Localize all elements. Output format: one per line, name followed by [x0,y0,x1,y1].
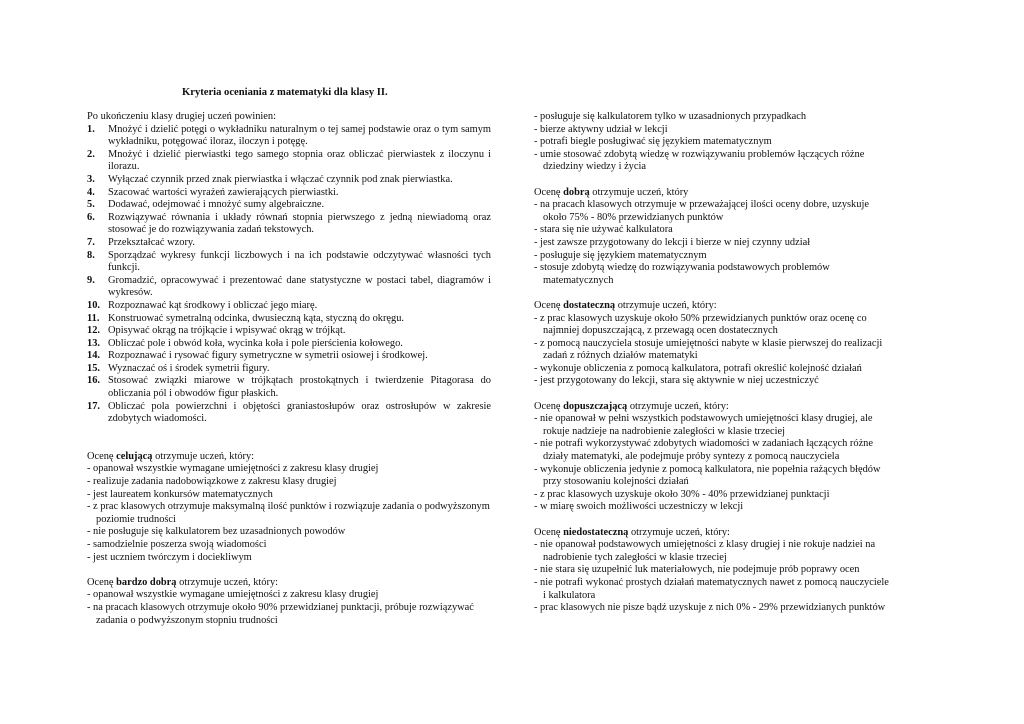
criteria-list-dobra [534,199,894,287]
intro-text: Po ukończeniu klasy drugiej uczeń powinien: [87,111,277,122]
list-item: - na pracach klasowych otrzymuje około 90% przewidzianej punktacji, próbuje rozwiązywać zadania o podwyższonym stopniu trudności [87,601,474,626]
list-item: - nie potrafi wykorzystywać zdobytych wiadomości w zadaniach łączących różne działy matematyki, ale podejmuje próby syntezy z pomocą nauczyciela [534,438,873,463]
item-text: Opisywać okrąg na trójkącie i wpisywać okrąg w trójkąt. [108,325,346,337]
list-item: - na pracach klasowych otrzymuje w przeważającej ilości oceny dobre, uzyskuje około 75% - 80% przewidzianych punktów [534,199,869,223]
item-text: Stosować związki miarowe w trójkątach prostokątnych i twierdzenie Pitagorasa do obliczania pól i obwodów figur płaskich. [108,375,491,400]
item-number: 13. [87,337,100,349]
list-item [87,300,491,313]
list-item: - wykonuje obliczenia z pomocą kalkulatora, potrafi określić kolejność działań [534,362,862,374]
grade-suffix: otrzymuje uczeń, który [589,186,689,198]
item-number: 11. [87,312,100,324]
grade-prefix: Ocenę [534,526,564,538]
grade-prefix: Ocenę [534,400,564,412]
item-text: Rozpoznawać i rysować figury symetryczne w symetrii osiowej i środkowej. [108,350,428,362]
list-item: - potrafi biegle posługiwać się językiem matematycznym [534,136,772,148]
spacer [534,287,894,300]
criteria-list-bardzo-dobra-continued [534,111,894,174]
item-text: Wyznaczać oś i środek symetrii figury. [108,362,270,374]
grade-heading-niedostateczna [534,527,894,540]
item-number: 12. [87,325,100,337]
list-item: - opanował wszystkie wymagane umiejętności z zakresu klasy drugiej [87,589,379,601]
item-text: Rozpoznawać kąt środkowy i obliczać jego miarę. [108,299,318,311]
list-item: - z prac klasowych uzyskuje około 30% - 40% przewidzianej punktacji [534,488,830,500]
item-text: Konstruować symetralną odcinka, dwusieczną kąta, styczną do okręgu. [108,312,405,324]
item-number: 5. [87,199,95,211]
item-number: 7. [87,236,95,248]
grade-heading-celujaca [87,451,491,464]
grade-name: celującą [116,450,153,462]
list-item [87,375,491,400]
grade-name: dostateczną [563,299,616,311]
item-text: Mnożyć i dzielić potęgi o wykładniku naturalnym o tej samej podstawie oraz o tym samym wykładniku, potęgować iloraz, iloczyn i potęgę. [108,123,491,148]
list-item [87,187,491,200]
list-item: - umie stosować zdobytą wiedzę w rozwiązywaniu problemów łączących różne dziedziny wiedzy i życia [534,148,865,173]
item-text: Przekształcać wzory. [108,236,196,248]
list-item: - jest zawsze przygotowany do lekcji i bierze w niej czynny udział [534,236,811,248]
grade-heading-dobra [534,187,894,200]
list-item: - samodzielnie poszerza swoją wiadomości [87,539,267,550]
list-item: - prac klasowych nie pisze bądź uzyskuje z nich 0% - 29% przewidzianych punktów [534,602,886,614]
grade-heading-dopuszczajaca [534,401,894,414]
document-title: Kryteria oceniania z matematyki dla klasy II. [182,87,388,98]
list-item: - stosuje zdobytą wiedzę do rozwiązywania podstawowych problemów matematycznych [534,262,830,286]
grade-prefix: Ocenę [87,576,117,588]
list-item: - nie opanował w pełni wszystkich podstawowych umiejętności klasy drugiej, ale rokuje nadzieje na nadrobienie zaległości w klasie trzeciej [534,413,873,437]
grade-name: dopuszczającą [563,400,628,412]
item-text: Szacować wartości wyrażeń zawierających pierwiastki. [108,186,339,198]
criteria-list-dopuszczajaca [534,413,894,514]
grade-name: dobrą [563,186,590,198]
list-item: - posługuje się kalkulatorem tylko w uzasadnionych przypadkach [534,111,807,122]
list-item: - stara się nie używać kalkulatora [534,224,673,236]
grade-heading-bardzo-dobra [87,577,491,590]
list-item: - bierze aktywny udział w lekcji [534,123,668,135]
item-text: Mnożyć i dzielić pierwiastki tego samego stopnia oraz obliczać pierwiastek z iloczynu i ilorazu. [108,148,491,173]
item-number: 1. [87,123,95,135]
list-item [87,199,491,212]
grade-suffix: otrzymuje uczeń, który: [628,526,730,538]
list-item: - nie stara się uzupełnić luk materiałowych, nie podejmuje prób poprawy ocen [534,564,860,576]
list-item [87,338,491,351]
spacer [534,174,894,187]
grade-heading-dostateczna [534,300,894,313]
grade-prefix: Ocenę [534,299,564,311]
grade-name: niedostateczną [563,526,629,538]
list-item: - w miarę swoich możliwości uczestniczy w lekcji [534,501,744,513]
list-item [87,212,491,237]
item-text: Dodawać, odejmować i mnożyć sumy algebraiczne. [108,199,325,211]
item-text: Obliczać pola powierzchni i objętości graniastosłupów oraz ostrosłupów w zakresie zdobytych wiadomości. [108,400,491,425]
spacer [87,426,491,451]
grade-name: bardzo dobrą [116,576,177,588]
criteria-list-dostateczna [534,313,894,389]
grade-suffix: otrzymuje uczeń, który: [176,576,279,588]
item-text: Sporządzać wykresy funkcji liczbowych i na ich podstawie odczytywać własności tych funkcji. [108,249,491,274]
list-item: - jest laureatem konkursów matematycznych [87,488,273,500]
list-item [87,325,491,338]
list-item [87,149,491,174]
list-item: - nie posługuje się kalkulatorem bez uzasadnionych powodów [87,526,346,538]
item-text: Rozwiązywać równania i układy równań stopnia pierwszego z jedną niewiadomą oraz stosować je do rozwiązywania zadań tekstowych. [108,211,491,236]
item-number: 14. [87,350,100,362]
item-number: 6. [87,211,95,223]
item-number: 16. [87,375,100,387]
item-number: 8. [87,249,95,261]
item-number: 17. [87,400,100,412]
list-item [87,401,491,426]
criteria-list-niedostateczna [534,539,894,615]
list-item: - jest przygotowany do lekcji, stara się aktywnie w niej uczestniczyć [534,375,819,387]
grade-prefix: Ocenę [87,450,117,462]
list-item [87,313,491,326]
list-item [87,237,491,250]
left-column [87,111,491,627]
item-number: 4. [87,186,95,198]
list-item: - jest uczniem twórczym i dociekliwym [87,551,252,563]
criteria-list-bardzo-dobra [87,589,491,627]
item-number: 3. [87,173,95,185]
spacer [534,388,894,401]
list-item [87,350,491,363]
list-item [87,124,491,149]
list-item [87,250,491,275]
grade-suffix: otrzymuje uczeń, który: [615,299,717,311]
list-item [87,363,491,376]
requirements-list [87,124,491,426]
list-item [87,275,491,300]
grade-prefix: Ocenę [534,186,564,198]
right-column [534,111,894,615]
list-item: - z prac klasowych otrzymuje maksymalną ilość punktów i rozwiązuje zadania o podwyższonym poziomie trudności [87,501,490,525]
item-text: Gromadzić, opracowywać i prezentować dane statystyczne w postaci tabel, diagramów i wykresów. [108,274,491,299]
grade-suffix: otrzymuje uczeń, który: [627,400,729,412]
list-item: - z pomocą nauczyciela stosuje umiejętności nabyte w klasie pierwszej do realizacji zadań z różnych działów matematyki [534,337,883,362]
spacer [534,514,894,527]
item-number: 9. [87,274,95,286]
list-item: - nie potrafi wykonać prostych działań matematycznych nawet z pomocą nauczyciele i kalkulatora [534,576,889,601]
list-item: - z prac klasowych uzyskuje około 50% przewidzianych punktów oraz ocenę co najmniej dopuszczającą, z przewagą ocen dostatecznych [534,312,867,337]
grade-suffix: otrzymuje uczeń, który: [152,450,255,462]
list-item: - posługuje się językiem matematycznym [534,249,707,261]
item-number: 2. [87,148,95,160]
criteria-list-celujaca [87,463,491,564]
list-item: - wykonuje obliczenia jedynie z pomocą kalkulatora, nie popełnia rażących błędów przy stosowaniu kolejności działań [534,463,881,488]
list-item: - opanował wszystkie wymagane umiejętności z zakresu klasy drugiej [87,463,379,475]
list-item: - realizuje zadania nadobowiązkowe z zakresu klasy drugiej [87,476,337,488]
list-item: - nie opanował podstawowych umiejętności z klasy drugiej i nie rokuje nadziei na nadrobienie tych zaległości w klasie trzeciej [534,539,876,563]
list-item [87,174,491,187]
item-number: 15. [87,362,100,374]
item-text: Wyłączać czynnik przed znak pierwiastka i włączać czynnik pod znak pierwiastka. [108,173,453,185]
item-text: Obliczać pole i obwód koła, wycinka koła i pole pierścienia kołowego. [108,337,403,349]
item-number: 10. [87,299,100,311]
spacer [87,564,491,577]
